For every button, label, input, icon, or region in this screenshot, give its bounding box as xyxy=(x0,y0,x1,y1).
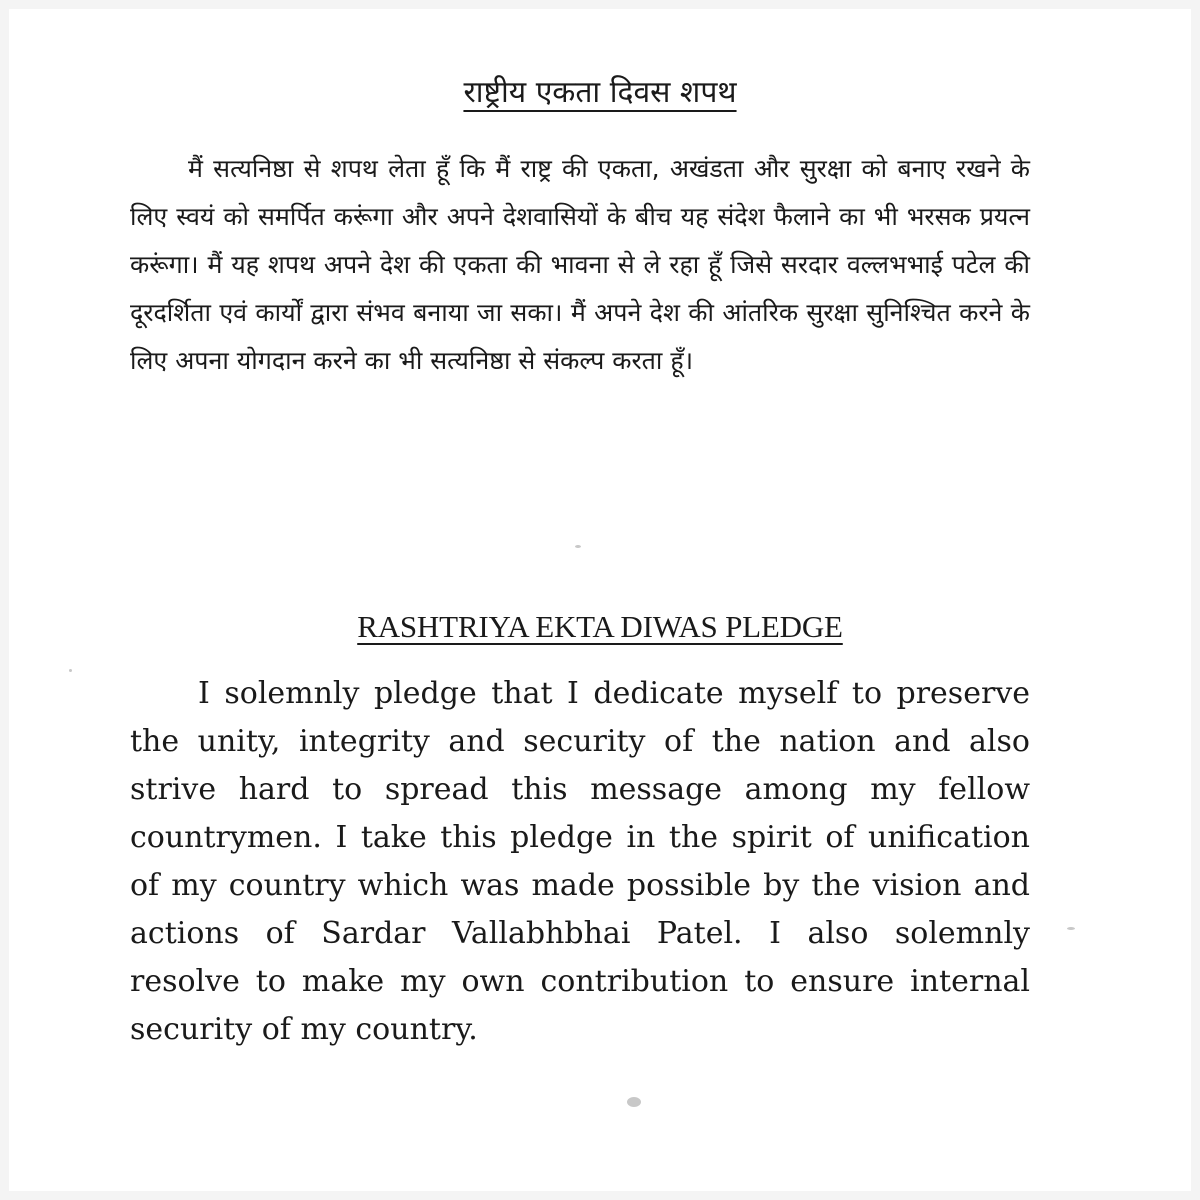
scan-speck xyxy=(1067,927,1075,930)
english-title-text: RASHTRIYA EKTA DIWAS PLEDGE xyxy=(357,609,843,644)
hindi-pledge-text: मैं सत्यनिष्ठा से शपथ लेता हूँ कि मैं राष्ट्र की एकता, अखंडता और सुरक्षा को बनाए रखने के लिए स्वयं को समर्पित करूंगा और अपने देशवासियों के बीच यह संदेश फैलाने का भी भरसक प्रयत्न करूंगा। मैं यह शपथ अपने देश की एकता की भावना से ले रहा हूँ जिसे सरदार वल्लभभाई पटेल की दूरदर्शिता एवं कार्यों द्वारा संभव बनाया जा सका। मैं अपने देश की आंतरिक सुरक्षा सुनिश्चित करने के लिए अपना योगदान करने का भी सत्यनिष्ठा से संकल्प करता हूँ। xyxy=(130,154,1030,375)
scan-speck xyxy=(575,545,581,548)
english-pledge-text: I solemnly pledge that I dedicate myself to preserve the unity, integrity and security of the nation and also strive hard to spread this message among my fellow countrymen. I take this pledge in the spirit of unification of my country which was made possible by the vision and actions of Sardar Vallabhbhai Patel. I also solemnly resolve to make my own contribution to ensure internal security of my country. xyxy=(130,676,1030,1047)
hindi-title xyxy=(9,73,1191,113)
english-title xyxy=(9,607,1191,647)
hindi-title-text: राष्ट्रीय एकता दिवस शपथ xyxy=(463,75,737,110)
scan-speck xyxy=(627,1097,641,1107)
document-page xyxy=(9,9,1191,1191)
scan-speck xyxy=(69,669,72,672)
